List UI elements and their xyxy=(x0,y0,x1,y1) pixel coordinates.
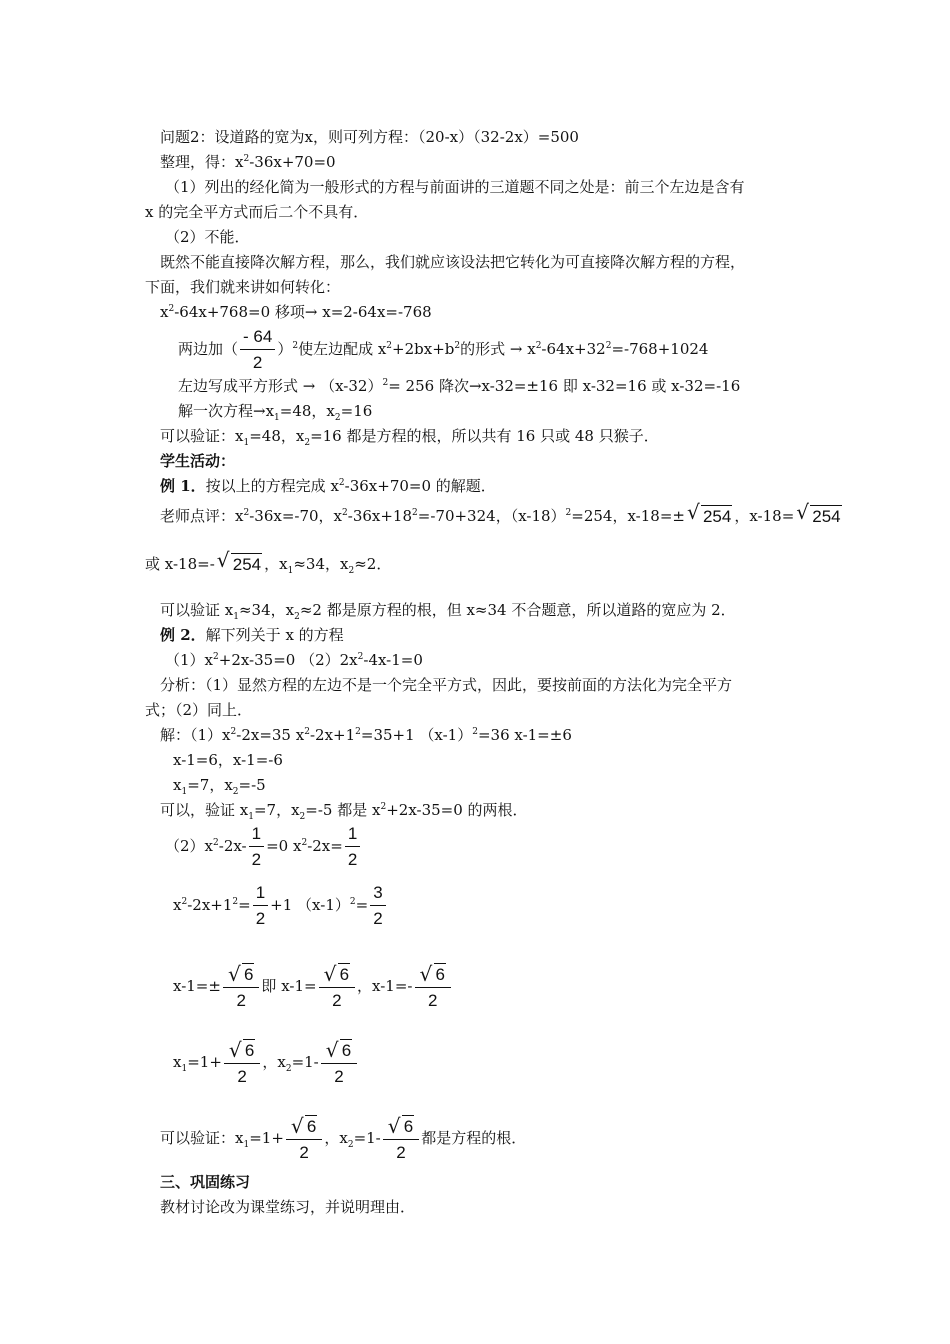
text: x xyxy=(173,896,182,914)
text: x-1=± xyxy=(173,977,221,995)
superscript: 2 xyxy=(349,897,356,907)
superscript: 2 xyxy=(342,508,348,518)
fraction-sqrt6-over-2 xyxy=(286,1115,322,1163)
text: -2x= xyxy=(307,837,343,855)
superscript: 2 xyxy=(386,341,393,351)
text: （1）列出的经化简为一般形式的方程与前面讲的三道题不同之处是：前三个左边是含有 xyxy=(165,178,745,196)
text: =-5 xyxy=(238,776,266,794)
fraction-1-over-2 xyxy=(345,824,360,870)
subscript: 2 xyxy=(348,566,355,576)
radical-sign: √ xyxy=(387,1114,401,1138)
radicand: 6 xyxy=(339,965,350,984)
superscript: 2 xyxy=(181,897,188,907)
radicand: 6 xyxy=(244,1041,255,1060)
text: ，x xyxy=(324,1129,348,1147)
superscript: 2 xyxy=(168,304,175,314)
fraction-sqrt6-over-2 xyxy=(415,963,451,1011)
text-line xyxy=(160,1197,415,1217)
denominator: 2 xyxy=(237,1067,247,1086)
text-line xyxy=(160,476,496,496)
text: -36x+18 xyxy=(347,507,413,525)
sqrt-6 xyxy=(420,963,446,985)
text: （2）x xyxy=(165,837,214,855)
text: -2x- xyxy=(218,837,247,855)
section-heading xyxy=(160,451,235,471)
numerator: 1 xyxy=(249,824,264,847)
text: （1）x xyxy=(165,651,214,669)
sqrt-254 xyxy=(217,549,262,581)
fraction-sqrt6-over-2 xyxy=(321,1039,357,1087)
text-line xyxy=(165,650,423,670)
text: 解一次方程→x xyxy=(178,402,275,420)
radicand: 6 xyxy=(403,1117,414,1136)
text: +1 （x-1） xyxy=(270,896,350,914)
text: 解下列关于 x 的方程 xyxy=(205,626,344,644)
superscript: 2 xyxy=(304,727,310,737)
text-line xyxy=(160,127,579,147)
superscript: 2 xyxy=(292,341,299,351)
denominator: 2 xyxy=(252,353,263,372)
example-label: 例 2． xyxy=(160,626,206,644)
text: =1- xyxy=(353,1129,381,1147)
text: x 的完全平方式而后二个不具有． xyxy=(145,203,369,221)
superscript: 2 xyxy=(605,341,612,351)
section-heading xyxy=(160,1172,250,1192)
subscript: 1 xyxy=(243,1140,250,1150)
text: -2x=35 x xyxy=(236,726,305,744)
text: =35+1 （x-1） xyxy=(360,726,473,744)
text: -64x+32 xyxy=(541,340,606,358)
superscript: 2 xyxy=(213,652,219,662)
subscript: 1 xyxy=(287,566,294,576)
subscript: 1 xyxy=(243,438,250,448)
example-label: 例 1． xyxy=(160,477,206,495)
text: x-1=6，x-1=-6 xyxy=(173,751,283,769)
text: ≈2． xyxy=(354,555,392,573)
text: 都是方程的根． xyxy=(421,1129,527,1147)
text: 可以验证：x xyxy=(160,1129,244,1147)
text: 式；（2）同上． xyxy=(145,701,253,719)
text-line xyxy=(145,548,391,581)
text: （2）不能． xyxy=(165,228,250,246)
text: 左边写成平方形式 → （x-32） xyxy=(178,377,383,395)
radical-sign: √ xyxy=(216,548,230,572)
text-line xyxy=(160,675,732,695)
superscript: 2 xyxy=(535,341,542,351)
radicand: 6 xyxy=(341,1041,352,1060)
text-line xyxy=(160,302,432,322)
text: ≈34，x xyxy=(293,555,349,573)
text-line xyxy=(160,1110,526,1166)
subscript: 2 xyxy=(304,438,311,448)
denominator: 2 xyxy=(428,991,438,1010)
fraction-neg64-over-2 xyxy=(240,327,275,373)
denominator: 2 xyxy=(396,1143,406,1162)
text: 两边加（ xyxy=(178,340,239,358)
text-line xyxy=(173,775,266,795)
radical-sign: √ xyxy=(323,962,337,986)
text: =7，x xyxy=(187,776,233,794)
text: 教材讨论改为课堂练习，并说明理由． xyxy=(160,1198,416,1216)
superscript: 2 xyxy=(454,341,461,351)
text: +2x-35=0 （2）2x xyxy=(218,651,358,669)
fraction-sqrt6-over-2 xyxy=(383,1115,419,1163)
text: =36 x-1=±6 xyxy=(477,726,572,744)
text-line xyxy=(145,700,252,720)
radicand: 254 xyxy=(812,507,841,526)
text: 可以验证：x xyxy=(160,427,244,445)
text-line xyxy=(178,376,740,396)
text: 三、巩固练习 xyxy=(160,1173,251,1191)
text: =1+ xyxy=(187,1053,222,1071)
sqrt-6 xyxy=(388,1115,414,1137)
text: =0 x xyxy=(266,837,302,855)
text: x xyxy=(160,303,169,321)
text: ≈34，x xyxy=(238,601,295,619)
radicand: 6 xyxy=(306,1117,317,1136)
text: = 256 降次→x-32=±16 即 x-32=16 或 x-32=-16 xyxy=(388,377,741,395)
text: = xyxy=(355,896,369,914)
radical-sign: √ xyxy=(227,962,241,986)
text-line xyxy=(160,252,745,272)
text: -2x+1 xyxy=(309,726,356,744)
text-line xyxy=(145,202,368,222)
superscript: 2 xyxy=(230,727,237,737)
radical-sign: √ xyxy=(686,500,700,524)
denominator: 2 xyxy=(334,1067,344,1086)
text: +2bx+b xyxy=(392,340,455,358)
radical-sign: √ xyxy=(228,1038,242,1062)
text-line xyxy=(160,600,736,620)
text: 解：（1）x xyxy=(160,726,231,744)
text-line xyxy=(160,725,572,745)
text: ，x-18= xyxy=(734,507,795,525)
text-line xyxy=(173,1034,359,1090)
text-line xyxy=(173,881,388,929)
sqrt-254 xyxy=(687,501,732,533)
text: =-768+1024 xyxy=(611,340,709,358)
text: =-70+324，（x-18） xyxy=(417,507,566,525)
text: 的形式 → x xyxy=(460,340,536,358)
text: 分析：（1）显然方程的左边不是一个完全平方式，因此，要按前面的方法化为完全平方 xyxy=(160,676,733,694)
text: ≈2 都是原方程的根，但 x≈34 不合题意，所以道路的宽应为 2． xyxy=(299,601,736,619)
text: 学生活动： xyxy=(160,452,236,470)
text-line xyxy=(160,152,336,172)
text: x xyxy=(173,1053,182,1071)
denominator: 2 xyxy=(332,991,342,1010)
radicand: 254 xyxy=(702,507,732,526)
radicand: 6 xyxy=(435,965,445,984)
denominator: 2 xyxy=(255,909,266,928)
radical-sign: √ xyxy=(796,500,810,524)
superscript: 2 xyxy=(472,727,478,737)
text: =16 xyxy=(340,402,373,420)
text: ，x xyxy=(262,1053,286,1071)
superscript: 2 xyxy=(357,652,364,662)
text: ，x-1=- xyxy=(357,977,413,995)
superscript: 2 xyxy=(213,838,219,848)
text: =1+ xyxy=(249,1129,284,1147)
text: ，x xyxy=(264,555,288,573)
subscript: 1 xyxy=(181,1064,188,1074)
text: 可以验证 x xyxy=(160,601,234,619)
radicand: 6 xyxy=(243,965,254,984)
text: =-5 都是 x xyxy=(305,801,381,819)
radicand: 254 xyxy=(232,555,262,574)
denominator: 2 xyxy=(347,850,358,869)
text: x xyxy=(173,776,182,794)
subscript: 2 xyxy=(347,1140,354,1150)
text: =48，x xyxy=(249,427,305,445)
text: -36x+70=0 的解题． xyxy=(344,477,496,495)
text: 既然不能直接降次解方程，那么，我们就应该设法把它转化为可直接降次解方程的方程， xyxy=(160,253,746,271)
numerator: - 64 xyxy=(240,327,275,350)
radical-sign: √ xyxy=(325,1038,339,1062)
text: ） xyxy=(277,340,293,358)
superscript: 2 xyxy=(412,508,418,518)
text: -4x-1=0 xyxy=(363,651,423,669)
text: 或 x-18=- xyxy=(145,555,215,573)
text: =254，x-18=± xyxy=(571,507,685,525)
sqrt-6 xyxy=(291,1115,317,1137)
text: 问题2：设道路的宽为x，则可列方程：（20-x）（32-2x）=500 xyxy=(160,128,579,146)
numerator: 3 xyxy=(370,883,385,906)
denominator: 2 xyxy=(251,850,262,869)
fraction-sqrt6-over-2 xyxy=(223,963,259,1011)
text: 整理，得：x xyxy=(160,153,244,171)
superscript: 2 xyxy=(243,154,250,164)
fraction-sqrt6-over-2 xyxy=(224,1039,260,1087)
fraction-3-over-2 xyxy=(370,883,385,929)
text: 老师点评：x xyxy=(160,507,244,525)
superscript: 2 xyxy=(355,727,361,737)
text-line xyxy=(165,177,745,197)
subscript: 1 xyxy=(233,612,239,622)
subscript: 1 xyxy=(248,812,254,822)
subscript: 2 xyxy=(299,812,306,822)
superscript: 2 xyxy=(565,508,572,518)
text-line xyxy=(160,625,344,645)
subscript: 2 xyxy=(334,413,341,423)
text-line xyxy=(160,800,528,820)
denominator: 2 xyxy=(236,991,246,1010)
sqrt-6 xyxy=(324,963,350,985)
subscript: 2 xyxy=(285,1064,292,1074)
superscript: 2 xyxy=(338,478,345,488)
text: 使左边配成 x xyxy=(298,340,387,358)
denominator: 2 xyxy=(299,1143,309,1162)
sqrt-254 xyxy=(796,501,841,533)
text-line xyxy=(160,500,844,533)
text-line xyxy=(145,277,340,297)
text: =16 都是方程的根，所以共有 16 只或 48 只猴子． xyxy=(310,427,659,445)
text: -36x+70=0 xyxy=(249,153,336,171)
numerator: 1 xyxy=(345,824,360,847)
fraction-sqrt6-over-2 xyxy=(319,963,355,1011)
text: 即 x-1= xyxy=(261,977,317,995)
sqrt-6 xyxy=(229,1039,255,1061)
text: =1- xyxy=(291,1053,319,1071)
denominator: 2 xyxy=(373,909,383,928)
text-line xyxy=(178,325,708,373)
fraction-1-over-2 xyxy=(253,883,268,929)
text: -2x+1 xyxy=(187,896,233,914)
text: =7，x xyxy=(253,801,300,819)
text: 可以，验证 x xyxy=(160,801,249,819)
sqrt-6 xyxy=(228,963,254,985)
text-line xyxy=(165,822,362,870)
superscript: 2 xyxy=(380,802,387,812)
subscript: 2 xyxy=(294,612,300,622)
sqrt-6 xyxy=(326,1039,352,1061)
superscript: 2 xyxy=(243,508,250,518)
subscript: 2 xyxy=(232,787,239,797)
text-line xyxy=(178,401,372,421)
text: -64x+768=0 移项→ x=2-64x=-768 xyxy=(174,303,432,321)
text: +2x-35=0 的两根． xyxy=(386,801,528,819)
radical-sign: √ xyxy=(290,1114,304,1138)
radical-sign: √ xyxy=(419,962,433,986)
superscript: 2 xyxy=(232,897,239,907)
text-line xyxy=(165,227,250,247)
text: =48，x xyxy=(279,402,335,420)
superscript: 2 xyxy=(382,378,389,388)
text-line xyxy=(173,958,453,1014)
text: 下面，我们就来讲如何转化： xyxy=(145,278,341,296)
numerator: 1 xyxy=(253,883,268,906)
subscript: 1 xyxy=(181,787,188,797)
text-line xyxy=(173,750,283,770)
subscript: 1 xyxy=(274,413,280,423)
text-line xyxy=(160,426,659,446)
superscript: 2 xyxy=(301,838,308,848)
fraction-1-over-2 xyxy=(249,824,264,870)
text: -36x=-70，x xyxy=(249,507,343,525)
text: 按以上的方程完成 x xyxy=(205,477,339,495)
text: = xyxy=(238,896,251,914)
